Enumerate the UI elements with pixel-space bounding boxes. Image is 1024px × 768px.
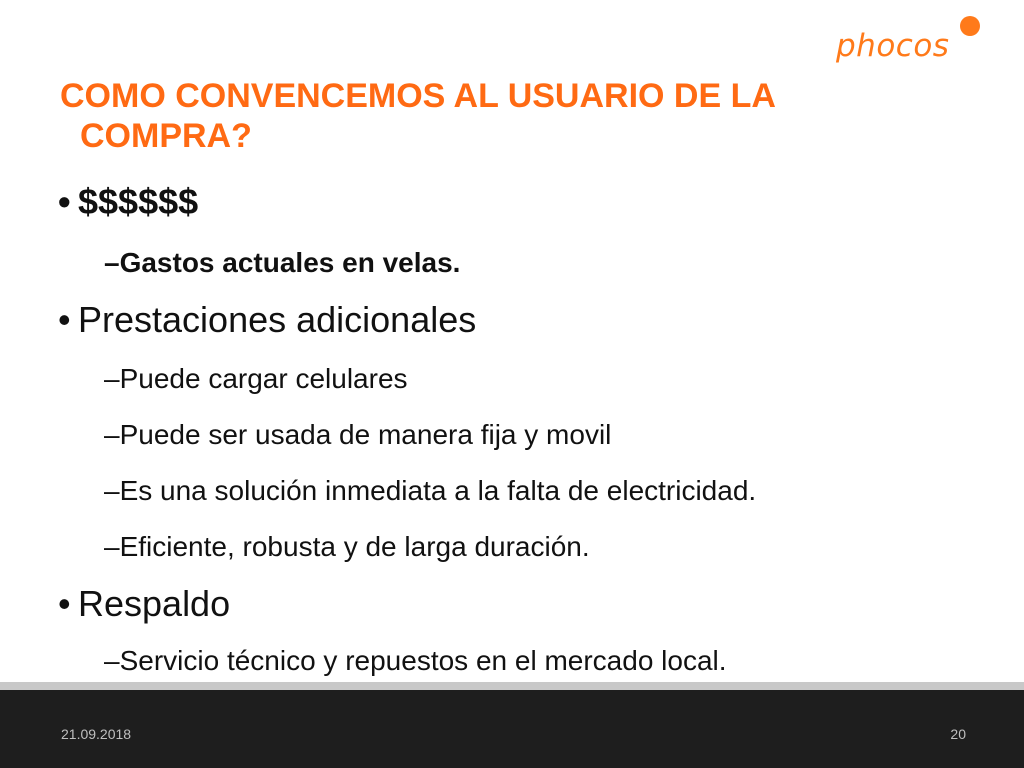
sub-item-fija-movil: –Puede ser usada de manera fija y movil: [104, 419, 612, 450]
title-line-1: COMO CONVENCEMOS AL USUARIO DE LA: [60, 77, 776, 115]
bullet-item-respaldo: [58, 584, 230, 624]
bullet-dot-icon: •: [58, 181, 71, 222]
sub-item-candles: –Gastos actuales en velas.: [104, 247, 461, 278]
bullet-item-prestaciones: [58, 300, 476, 340]
logo-wordmark: phocos: [836, 28, 950, 64]
sub-item-eficiente: –Eficiente, robusta y de larga duración.: [104, 531, 590, 562]
footer-divider: [0, 682, 1024, 690]
bullet-text: Prestaciones adicionales: [78, 299, 477, 340]
bullet-text: Respaldo: [78, 583, 231, 624]
bullet-item-money: [58, 182, 198, 222]
page-number: 20: [950, 726, 966, 742]
sub-item-servicio: –Servicio técnico y repuestos en el mercado local.: [104, 645, 727, 676]
title-line-2: COMPRA?: [80, 117, 252, 155]
footer-date: 21.09.2018: [61, 726, 132, 742]
sub-item-solucion: –Es una solución inmediata a la falta de electricidad.: [104, 475, 757, 506]
phocos-logo: [836, 14, 986, 64]
bullet-dot-icon: •: [58, 583, 71, 624]
sub-item-celulares: –Puede cargar celulares: [104, 363, 408, 394]
bullet-dot-icon: •: [58, 299, 71, 340]
logo-dot-icon: [960, 16, 980, 36]
slide-title: [60, 76, 940, 156]
slide-footer: [0, 690, 1024, 768]
bullet-text: $$$$$$: [78, 181, 199, 222]
